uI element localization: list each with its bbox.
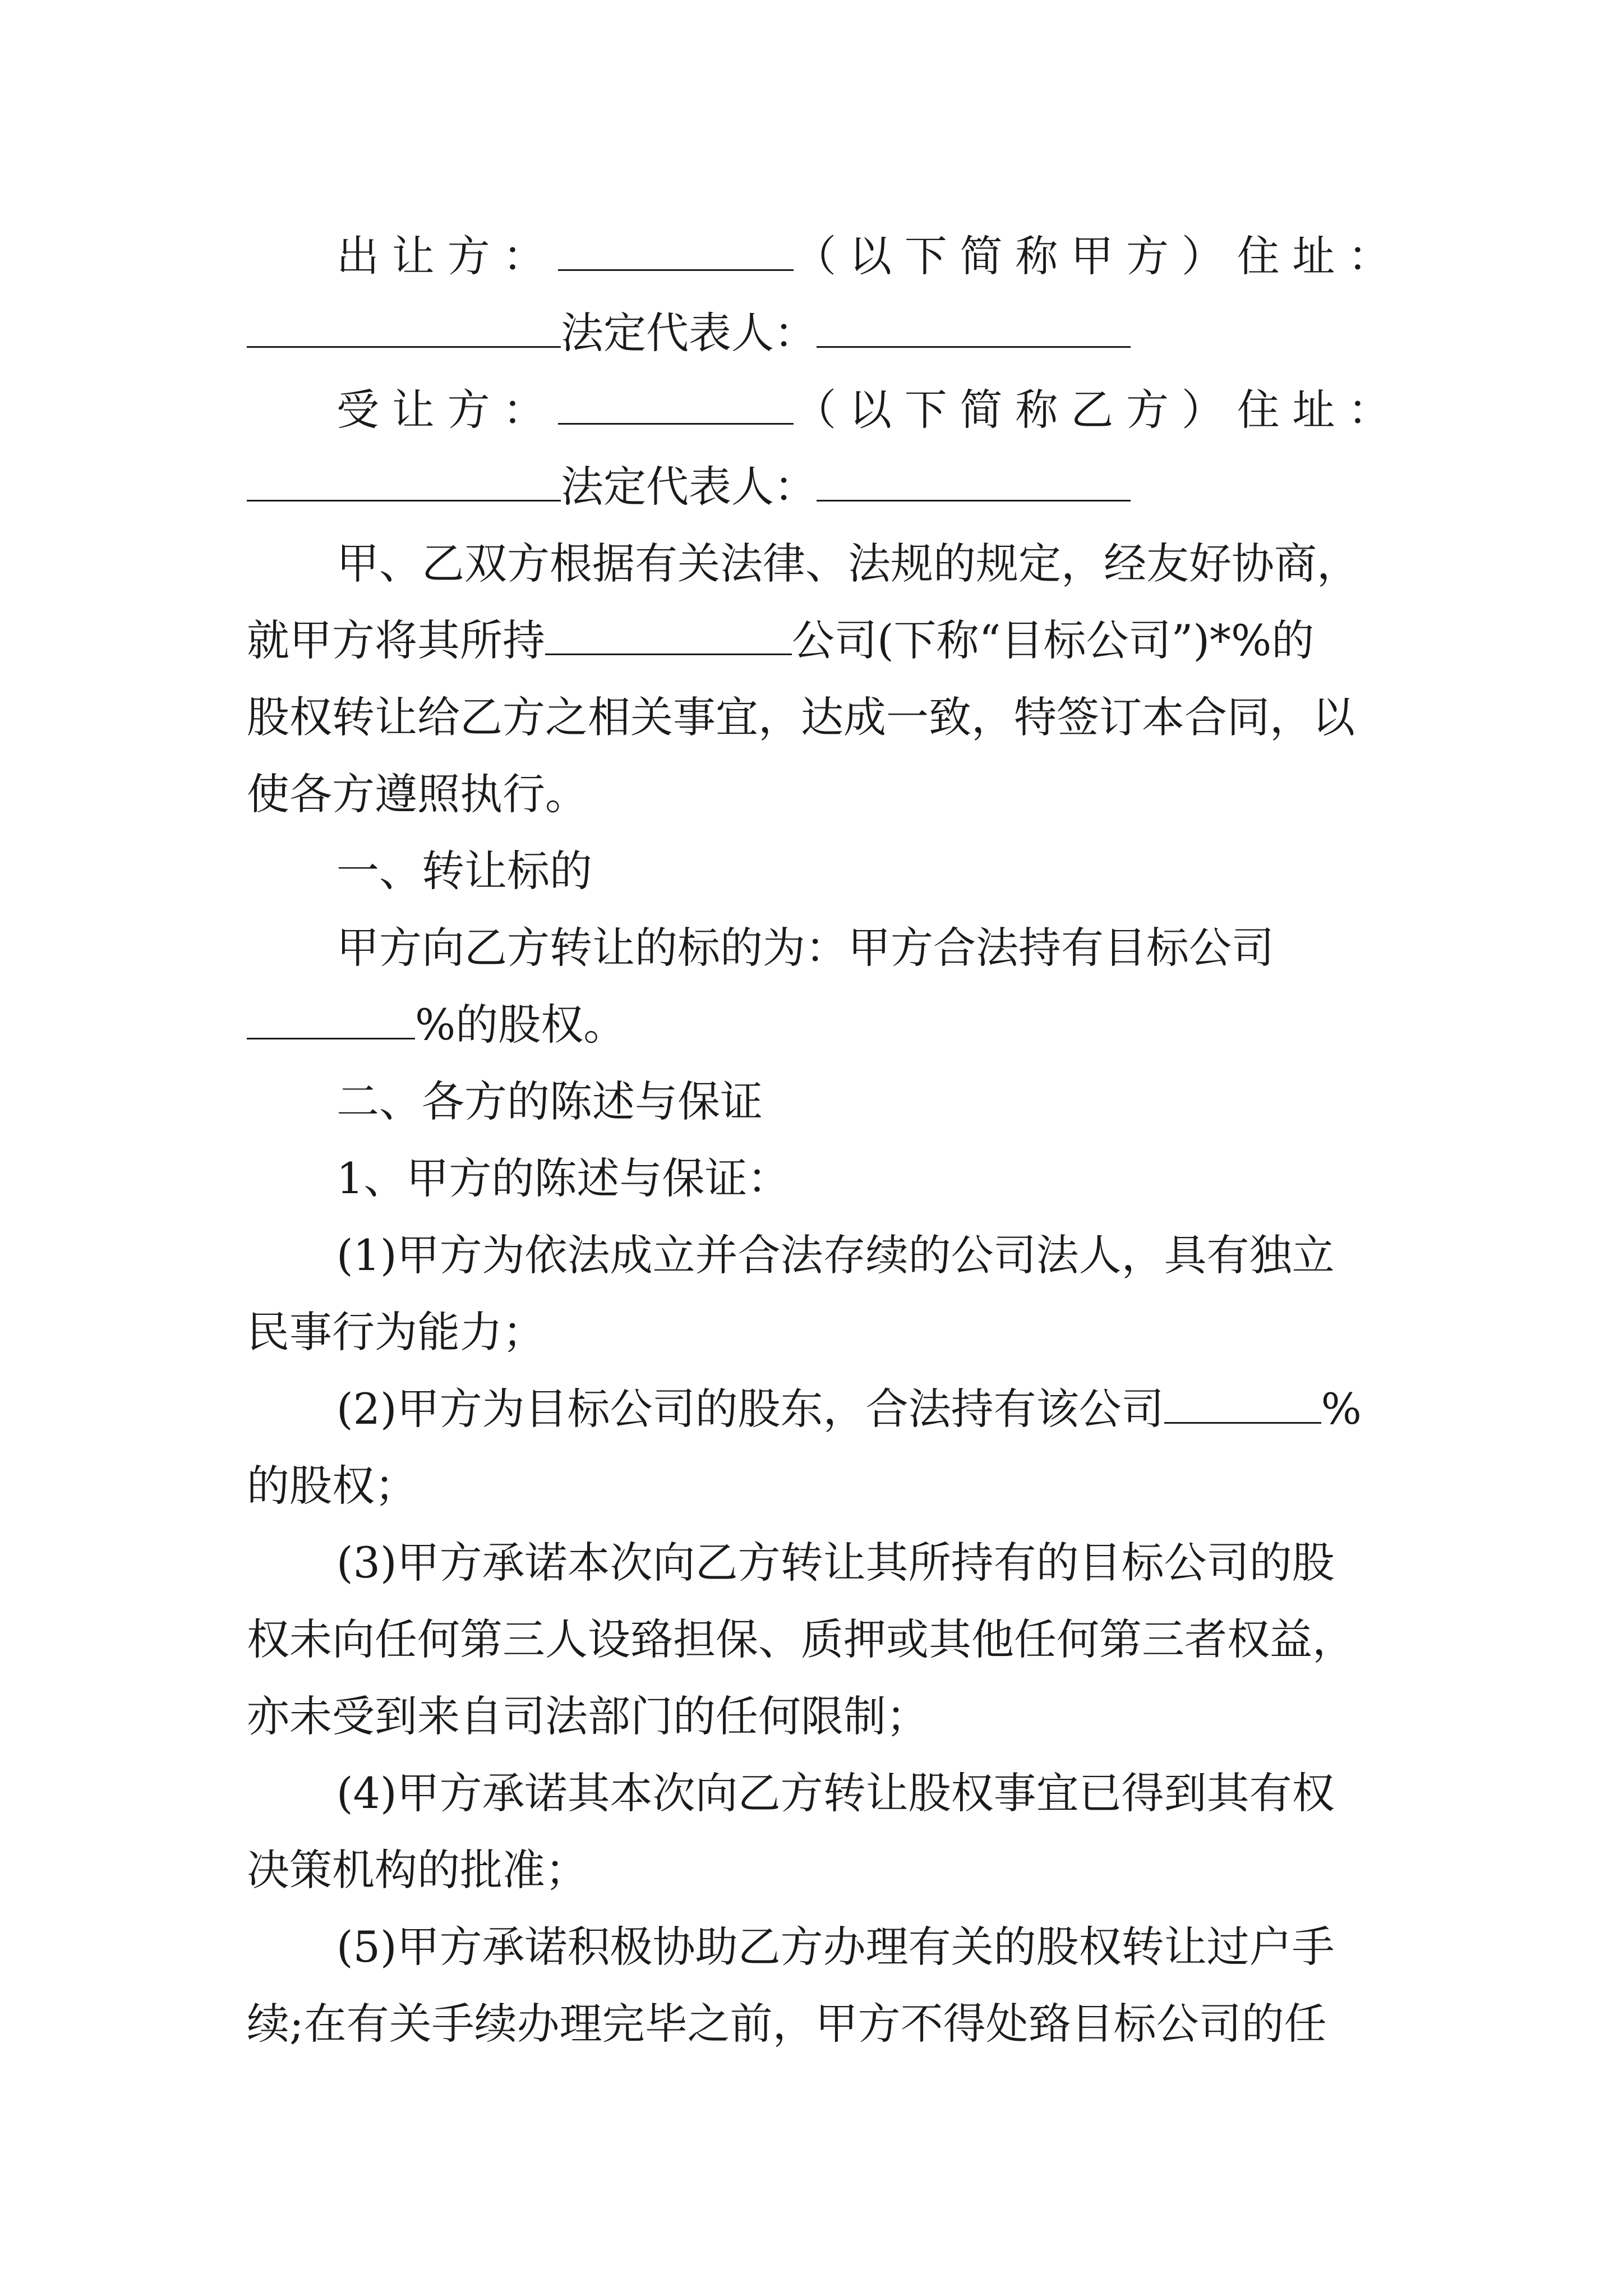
transferor-suffix: （以下简称甲方）住址： [794,231,1404,281]
section1-suffix: %的股权。 [415,1000,626,1050]
percentage-blank[interactable] [247,1006,415,1039]
item-text: (1)甲方为依法成立并合法存续的公司法人，具有独立 [336,1230,1335,1280]
intro-line [247,602,1391,679]
clause-heading: 1、甲方的陈述与保证： [336,1153,790,1203]
item-text: (3)甲方承诺本次向乙方转让其所持有的目标公司的股 [336,1538,1335,1588]
transferor-name-blank[interactable] [558,238,794,271]
item-text-part: (2)甲方为目标公司的股东，合法持有该公司 [336,1384,1164,1434]
transferee-line [247,371,1404,448]
legal-rep-label: 法定代表人： [561,462,817,512]
intro-line: 股权转让给乙方之相关事宜，达成一致，特签订本合同，以 [247,692,1355,742]
transferee-rep-blank[interactable] [817,468,1131,501]
transferor-line [247,218,1404,295]
item-text-part: % [1321,1384,1362,1434]
intro-text: 公司(下称“目标公司”)*%的 [792,615,1315,665]
transferee-label: 受让方： [336,385,559,435]
transferee-suffix: （以下简称乙方）住址： [794,385,1404,435]
shareholding-blank[interactable] [1164,1391,1321,1424]
transferor-rep-line [247,295,1391,371]
item-text: 的股权； [247,1461,417,1511]
transferor-address-blank[interactable] [247,315,561,348]
section-heading: 一、转让标的 [336,846,592,896]
intro-line: 甲、乙双方根据有关法律、法规的规定，经友好协商， [336,539,1359,588]
item-text: 民事行为能力； [247,1307,545,1357]
item-text: 决策机构的批准； [247,1845,588,1895]
section-heading: 二、各方的陈述与保证 [336,1076,763,1126]
item-text: 亦未受到来自司法部门的任何限制； [247,1691,929,1741]
item-text: 权未向任何第三人设臵担保、质押或其他任何第三者权益， [247,1614,1355,1664]
item-text: (4)甲方承诺其本次向乙方转让股权事宜已得到其有权 [336,1768,1335,1818]
item-text: 续;在有关手续办理完毕之前，甲方不得处臵目标公司的任 [247,1999,1327,2049]
section1-text: 甲方向乙方转让的标的为：甲方合法持有目标公司 [336,923,1274,973]
transferor-rep-blank[interactable] [817,315,1131,348]
intro-line: 使各方遵照执行。 [247,769,588,819]
company-name-blank[interactable] [545,622,792,655]
item-text: (5)甲方承诺积极协助乙方办理有关的股权转让过户手 [336,1922,1335,1972]
transferor-label: 出让方： [336,231,559,281]
transferee-rep-line [247,448,1391,525]
item-text [247,1370,1391,1447]
contract-body [247,218,1404,2062]
transferee-address-blank[interactable] [247,468,561,501]
legal-rep-label: 法定代表人： [561,308,817,358]
section1-text [247,986,1391,1063]
intro-text: 就甲方将其所持 [247,615,545,665]
transferee-name-blank[interactable] [558,392,794,425]
